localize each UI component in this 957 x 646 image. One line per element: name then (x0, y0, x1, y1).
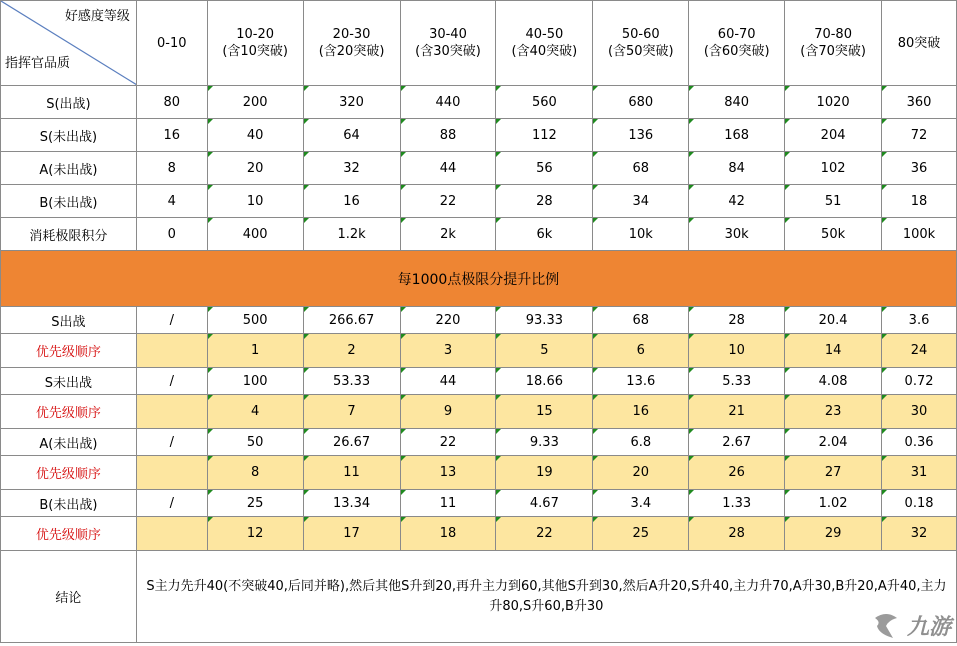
ratio-cell: 3.4 (593, 490, 689, 517)
stat-cell: 80 (136, 86, 207, 119)
priority-label: 优先级顺序 (1, 395, 137, 429)
priority-row (1, 395, 957, 429)
stat-cell: 32 (303, 152, 400, 185)
priority-cell: 16 (593, 395, 689, 429)
priority-cell: 26 (689, 456, 785, 490)
stat-row (1, 86, 957, 119)
priority-cell: 15 (496, 395, 593, 429)
stat-cell: 6k (496, 218, 593, 251)
stat-cell: 20 (207, 152, 303, 185)
stat-cell: 10 (207, 185, 303, 218)
column-header-range: 80突破 (897, 35, 941, 51)
priority-cell: 25 (593, 517, 689, 551)
priority-cell: 3 (400, 334, 496, 368)
ratio-cell: 2.04 (785, 429, 882, 456)
ratio-cell: 4.08 (785, 368, 882, 395)
stat-cell: 0 (136, 218, 207, 251)
priority-label: 优先级顺序 (1, 517, 137, 551)
priority-cell (136, 395, 207, 429)
priority-label: 优先级顺序 (1, 456, 137, 490)
row-label: A(未出战) (1, 152, 137, 185)
section-title: 每1000点极限分提升比例 (1, 251, 957, 307)
column-header-breakthrough: (含50突破) (607, 44, 674, 59)
ratio-label: B(未出战) (1, 490, 137, 517)
ratio-cell: 220 (400, 307, 496, 334)
ratio-cell: 68 (593, 307, 689, 334)
ratio-cell: 26.67 (303, 429, 400, 456)
ratio-cell: / (136, 429, 207, 456)
priority-cell: 22 (496, 517, 593, 551)
corner-cell (1, 1, 137, 86)
priority-cell: 20 (593, 456, 689, 490)
ratio-cell: 6.8 (593, 429, 689, 456)
priority-row (1, 334, 957, 368)
ratio-cell: 44 (400, 368, 496, 395)
ratio-cell: 22 (400, 429, 496, 456)
ratio-row (1, 368, 957, 395)
priority-cell: 13 (400, 456, 496, 490)
priority-cell (136, 334, 207, 368)
priority-cell: 23 (785, 395, 882, 429)
stat-cell: 204 (785, 119, 882, 152)
stat-cell: 42 (689, 185, 785, 218)
stat-cell: 88 (400, 119, 496, 152)
stat-cell: 44 (400, 152, 496, 185)
column-header-range: 70-80 (814, 27, 852, 42)
ratio-cell: 500 (207, 307, 303, 334)
priority-cell: 30 (882, 395, 957, 429)
priority-cell: 1 (207, 334, 303, 368)
priority-cell (136, 517, 207, 551)
column-header-breakthrough: (含70突破) (800, 44, 866, 59)
ratio-cell: 28 (689, 307, 785, 334)
stat-cell: 40 (207, 119, 303, 152)
priority-cell: 4 (207, 395, 303, 429)
ratio-cell: 1.02 (785, 490, 882, 517)
priority-cell: 19 (496, 456, 593, 490)
column-header-breakthrough: (含20突破) (318, 44, 385, 59)
stat-cell: 18 (882, 185, 957, 218)
stat-cell: 8 (136, 152, 207, 185)
ratio-label: S出战 (1, 307, 137, 334)
corner-bottom-label: 指挥官品质 (5, 56, 71, 71)
ratio-cell: / (136, 307, 207, 334)
column-header-8 (882, 1, 957, 86)
ratio-row (1, 429, 957, 456)
stat-cell: 136 (593, 119, 689, 152)
stat-cell: 1020 (785, 86, 882, 119)
priority-cell: 2 (303, 334, 400, 368)
ratio-cell: 0.72 (882, 368, 957, 395)
column-header-5 (593, 1, 689, 86)
ratio-cell: 0.36 (882, 429, 957, 456)
stat-cell: 28 (496, 185, 593, 218)
column-header-breakthrough: (含60突破) (703, 44, 770, 59)
priority-row (1, 456, 957, 490)
ratio-cell: 93.33 (496, 307, 593, 334)
column-header-range: 10-20 (236, 27, 275, 42)
stat-cell: 56 (496, 152, 593, 185)
stat-cell: 112 (496, 119, 593, 152)
ratio-label: A(未出战) (1, 429, 137, 456)
column-header-0 (136, 1, 207, 86)
stat-cell: 320 (303, 86, 400, 119)
priority-cell: 7 (303, 395, 400, 429)
ratio-cell: 0.18 (882, 490, 957, 517)
stat-cell: 50k (785, 218, 882, 251)
priority-cell: 32 (882, 517, 957, 551)
ratio-cell: / (136, 490, 207, 517)
column-header-breakthrough: (含40突破) (511, 44, 578, 59)
stat-cell: 400 (207, 218, 303, 251)
stat-cell: 2k (400, 218, 496, 251)
stat-cell: 360 (882, 86, 957, 119)
stat-cell: 168 (689, 119, 785, 152)
priority-cell: 21 (689, 395, 785, 429)
column-header-7 (785, 1, 882, 86)
stat-cell: 10k (593, 218, 689, 251)
ratio-cell: 3.6 (882, 307, 957, 334)
priority-cell: 27 (785, 456, 882, 490)
ratio-cell: 13.34 (303, 490, 400, 517)
ratio-cell: 18.66 (496, 368, 593, 395)
ratio-cell: 266.67 (303, 307, 400, 334)
stat-row (1, 218, 957, 251)
column-header-range: 20-30 (332, 27, 371, 42)
stat-cell: 560 (496, 86, 593, 119)
watermark-text: 九游 (906, 614, 951, 640)
priority-cell: 31 (882, 456, 957, 490)
ratio-row (1, 490, 957, 517)
stat-cell: 200 (207, 86, 303, 119)
stat-cell: 84 (689, 152, 785, 185)
column-header-1 (207, 1, 303, 86)
ratio-cell: 53.33 (303, 368, 400, 395)
row-label: B(未出战) (1, 185, 137, 218)
priority-cell: 28 (689, 517, 785, 551)
column-header-range: 30-40 (429, 27, 467, 42)
stat-cell: 72 (882, 119, 957, 152)
column-header-6 (689, 1, 785, 86)
ratio-cell: 13.6 (593, 368, 689, 395)
conclusion-row (1, 551, 957, 643)
stat-cell: 36 (882, 152, 957, 185)
stat-cell: 64 (303, 119, 400, 152)
priority-cell: 9 (400, 395, 496, 429)
stat-cell: 440 (400, 86, 496, 119)
jiuyou-logo-icon (869, 608, 903, 642)
priority-cell (136, 456, 207, 490)
priority-cell: 29 (785, 517, 882, 551)
column-header-range: 40-50 (525, 27, 564, 42)
row-label: S(未出战) (1, 119, 137, 152)
stat-cell: 22 (400, 185, 496, 218)
ratio-cell: 25 (207, 490, 303, 517)
priority-cell: 18 (400, 517, 496, 551)
watermark (869, 608, 951, 642)
priority-row (1, 517, 957, 551)
header-row (1, 1, 957, 86)
ratio-cell: 4.67 (496, 490, 593, 517)
ratio-cell: 9.33 (496, 429, 593, 456)
row-label: 消耗极限积分 (1, 218, 137, 251)
column-header-range: 50-60 (621, 27, 660, 42)
ratio-cell: 2.67 (689, 429, 785, 456)
conclusion-text: S主力先升40(不突破40,后同并略),然后其他S升到20,再升主力到60,其他S升到30,然后A升20,S升40,主力升70,A升30,B升20,A升40,主力升80,S升60,B升30 (136, 551, 956, 643)
corner-top-label: 好感度等级 (64, 9, 130, 24)
stat-cell: 100k (882, 218, 957, 251)
column-header-breakthrough: (含30突破) (415, 44, 481, 59)
stat-cell: 16 (136, 119, 207, 152)
section-row (1, 251, 957, 307)
priority-cell: 11 (303, 456, 400, 490)
stat-cell: 102 (785, 152, 882, 185)
stat-row (1, 152, 957, 185)
row-label: S(出战) (1, 86, 137, 119)
ratio-label: S未出战 (1, 368, 137, 395)
ratio-cell: / (136, 368, 207, 395)
ratio-cell: 20.4 (785, 307, 882, 334)
stat-cell: 30k (689, 218, 785, 251)
column-header-4 (496, 1, 593, 86)
priority-cell: 17 (303, 517, 400, 551)
priority-cell: 14 (785, 334, 882, 368)
stat-cell: 680 (593, 86, 689, 119)
column-header-range: 0-10 (157, 35, 187, 51)
ratio-cell: 1.33 (689, 490, 785, 517)
priority-cell: 24 (882, 334, 957, 368)
stat-cell: 16 (303, 185, 400, 218)
priority-cell: 8 (207, 456, 303, 490)
priority-label: 优先级顺序 (1, 334, 137, 368)
stat-cell: 1.2k (303, 218, 400, 251)
priority-cell: 10 (689, 334, 785, 368)
ratio-cell: 50 (207, 429, 303, 456)
priority-cell: 6 (593, 334, 689, 368)
stat-cell: 34 (593, 185, 689, 218)
conclusion-label: 结论 (1, 551, 137, 643)
stat-row (1, 185, 957, 218)
stat-cell: 840 (689, 86, 785, 119)
ratio-row (1, 307, 957, 334)
column-header-2 (303, 1, 400, 86)
column-header-breakthrough: (含10突破) (222, 44, 288, 59)
stat-cell: 4 (136, 185, 207, 218)
column-header-3 (400, 1, 496, 86)
stat-cell: 51 (785, 185, 882, 218)
ratio-cell: 100 (207, 368, 303, 395)
stat-cell: 68 (593, 152, 689, 185)
priority-cell: 5 (496, 334, 593, 368)
ratio-cell: 11 (400, 490, 496, 517)
ratio-cell: 5.33 (689, 368, 785, 395)
priority-cell: 12 (207, 517, 303, 551)
stat-row (1, 119, 957, 152)
column-header-range: 60-70 (717, 27, 756, 42)
